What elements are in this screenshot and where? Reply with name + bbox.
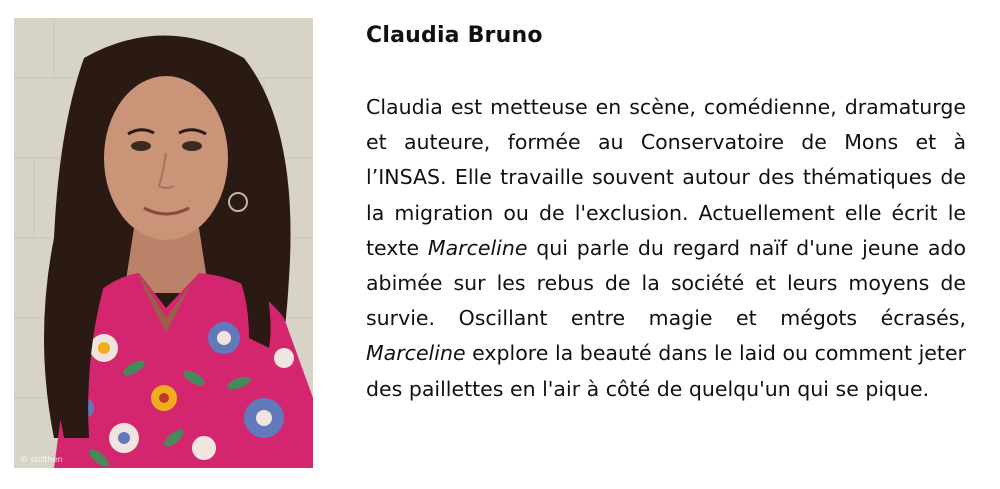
bio-text-part-1: Claudia est metteuse en scène, comédienne, dramaturge et auteure, formée au Conservatoire de Mons et à l’INSAS. Elle travaille souvent autour des thématiques de la migration ou de l'exclusion. Actuellement elle écrit le texte [366, 95, 966, 260]
bio-paragraph [366, 90, 966, 407]
bio-text-part-3: explore la beauté dans le laid ou comment jeter des paillettes en l'air à côté de quelqu'un qui se pique. [366, 341, 966, 401]
bio-section [366, 18, 966, 407]
person-name: Claudia Bruno [366, 23, 543, 48]
profile-photo [14, 18, 313, 468]
photo-credit: © stillthen [20, 455, 63, 464]
work-title-1: Marceline [427, 235, 528, 260]
work-title-2: Marceline [366, 341, 466, 366]
bio-text-part-2: qui parle du regard naïf d'une jeune ado abimée sur les rebus de la société et leurs moyens de survie. Oscillant entre magie et mégots écrasés, [366, 235, 966, 331]
